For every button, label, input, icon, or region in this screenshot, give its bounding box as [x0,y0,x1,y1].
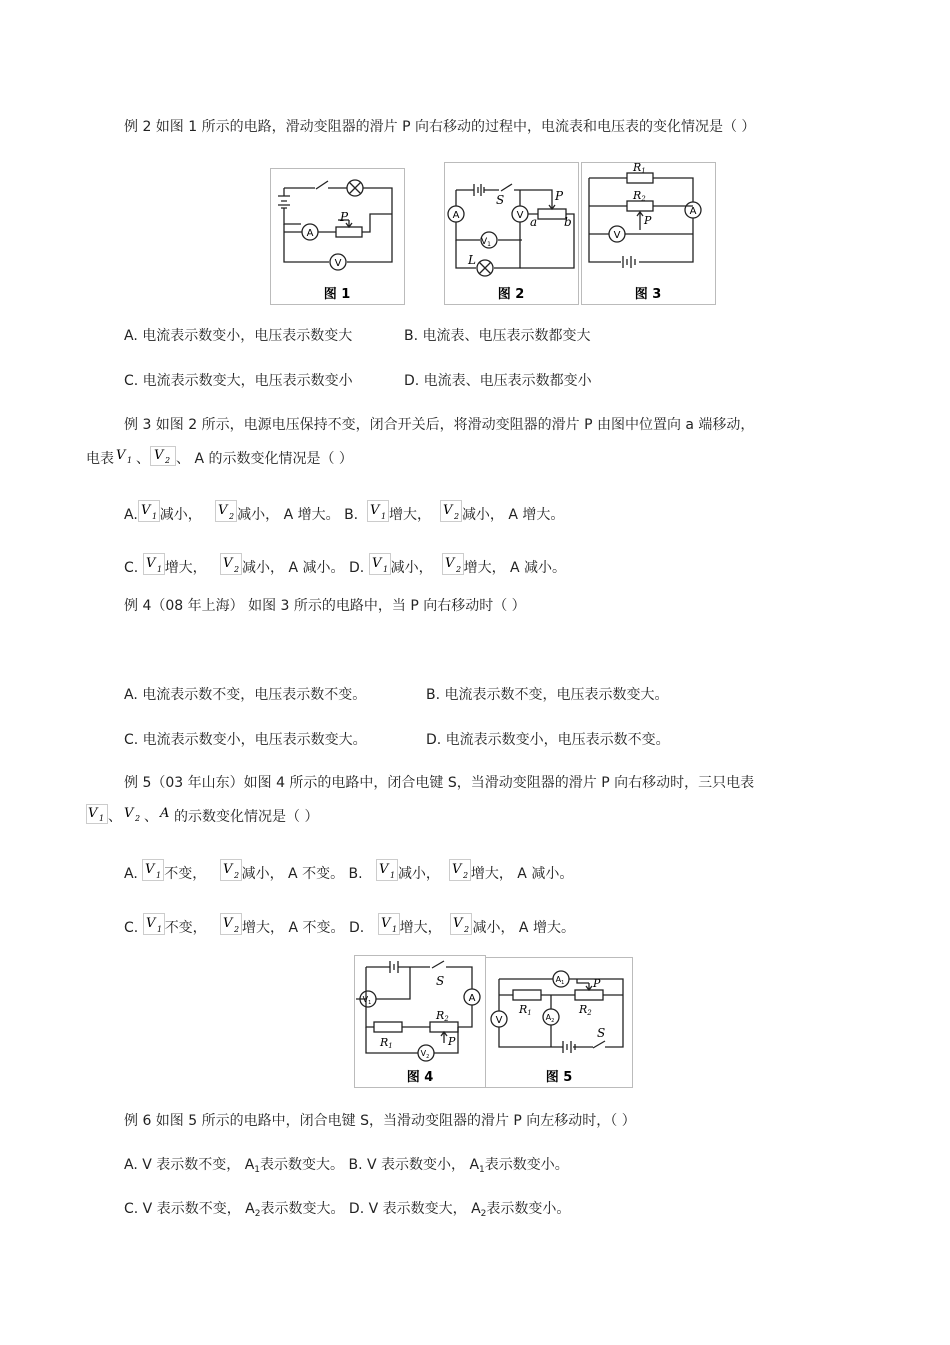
svg-text:V: V [88,806,98,821]
ex3-question-line1: 例 3 如图 2 所示，电源电压保持不变，闭合开关后，将滑动变阻器的滑片 P 由图中位置向 a 端移动， [124,417,755,433]
ex5-options-cd: C. V 1 不变， V 2 增大， A 不变。 D. V 1 增大， V 2 减小， A 增大。 [124,910,575,938]
svg-text:2: 2 [455,565,461,574]
v2-meter-icon [150,446,176,466]
svg-text:2: 2 [234,565,240,574]
svg-text:V: V [116,448,126,463]
svg-text:2: 2 [165,456,171,465]
svg-text:1: 1 [156,925,162,934]
figure-1-caption: 图 1 [323,287,351,302]
v1-meter-icon [378,913,400,935]
voltmeter-1-label: $V_1$ [481,237,491,248]
svg-text:V: V [223,916,233,931]
voltmeter-1-label: $V_1$ [362,995,372,1006]
ammeter-label: A [306,228,314,239]
v1-meter-icon [367,500,389,522]
svg-text:V: V [145,862,155,877]
v2-meter-icon [450,913,472,935]
svg-text:V: V [442,503,453,518]
figure-4-caption: 图 4 [406,1070,434,1085]
end-a-label: a [530,215,538,229]
ammeter-1-label: $A_1$ [555,975,565,986]
slider-label: P [340,210,349,224]
v1-meter-icon [143,553,165,575]
ex3-options-cd: C. V 1 增大， V 2 减小， A 减小。 D. V 1 减小， V 2 增大， A 减小。 [124,550,566,578]
figure-3 [581,162,716,305]
svg-text:1: 1 [389,871,396,880]
svg-text:V: V [451,862,462,877]
ex4-question: 例 4（08 年上海） 如图 3 所示的电路中，当 P 向右移动时（ ） [124,598,526,614]
figure-1 [270,168,405,305]
svg-text:1: 1 [156,871,162,880]
v1-meter-icon [138,500,160,522]
r1-label: R1 [633,162,646,175]
ex2-option-d: D. 电流表、电压表示数都变小 [404,373,592,389]
ex4-option-b: B. 电流表示数不变，电压表示数变大。 [426,687,669,703]
svg-text:V: V [140,503,151,518]
svg-text:2: 2 [453,512,460,521]
svg-text:1: 1 [99,814,105,823]
ex3-question-line2: 电表 V 1 、 V 2 、 A 的示数变化情况是（ ） [86,448,353,467]
svg-text:2: 2 [233,871,239,880]
voltmeter-2-label: $V_2$ [420,1049,430,1060]
svg-text:V: V [223,556,233,571]
svg-text:V: V [378,862,389,877]
ex5-question-line1: 例 5（03 年山东）如图 4 所示的电路中，闭合电键 S，当滑动变阻器的滑片 P 向右移动时，三只电表 [124,775,755,791]
svg-text:V: V [222,862,232,877]
v1-meter-icon [86,804,108,824]
svg-text:1: 1 [381,512,387,521]
slider-label: P [593,977,601,990]
ex3-options-ab: A. V 1 减小， V 2 减小， A 增大。 B. V 1 增大， V 2 减小， A 增大。 [124,497,564,525]
voltmeter-label: V [334,258,342,269]
v1-meter-icon [376,859,398,881]
svg-text:V: V [380,916,390,931]
ex2-question: 例 2 如图 1 所示的电路，滑动变阻器的滑片 P 向右移动的过程中，电流表和电压表的变化情况是（ ） [124,119,756,135]
svg-text:1: 1 [151,512,157,521]
v1-meter-icon [369,553,391,575]
svg-text:V: V [371,556,382,571]
v2-meter-icon [220,859,242,881]
v2-meter-icon [220,913,242,935]
ammeter-label: A [452,210,460,221]
svg-text:2: 2 [464,925,470,934]
figure-5-caption: 图 5 [545,1070,573,1085]
ex6-question: 例 6 如图 5 所示的电路中，闭合电键 S，当滑动变阻器的滑片 P 向左移动时，（ ） [124,1113,636,1129]
voltmeter-label: V [516,210,524,221]
svg-text:V: V [145,916,156,931]
switch-label: S [436,974,445,988]
v2-meter-icon [442,553,464,575]
ex4-option-a: A. 电流表示数不变，电压表示数不变。 [124,687,367,703]
svg-text:A: A [160,806,170,821]
svg-text:2: 2 [462,871,468,880]
ex6-options-cd: C. V 表示数不变， $A_2$表示数变大。 D. V 表示数变大， $A_2$表示数变小。 [124,1201,571,1219]
r1-label: R1 [519,1003,532,1017]
svg-text:2: 2 [135,814,141,823]
end-b-label: b [564,215,572,229]
svg-text:V: V [453,916,463,931]
r1-label: R1 [380,1036,393,1050]
slider-label: P [644,214,652,227]
r2-label: R2 [436,1009,449,1023]
switch-label: S [597,1026,606,1040]
voltmeter-label: V [495,1015,503,1026]
figure-2 [444,162,579,305]
figure-5 [485,957,633,1088]
figure-4 [354,955,486,1088]
slider-label: P [555,189,564,203]
v2-meter-icon [122,804,144,824]
svg-text:V: V [124,806,134,821]
svg-text:V: V [370,503,380,518]
ammeter-icon [158,804,174,824]
figure-2-caption: 图 2 [497,287,525,302]
v1-meter-icon [114,446,136,466]
v2-meter-icon [220,553,242,575]
ex4-option-c: C. 电流表示数变小，电压表示数变大。 [124,732,367,748]
v2-meter-icon [215,500,237,522]
v1-meter-icon [143,913,165,935]
ex2-option-b: B. 电流表、电压表示数都变大 [404,328,591,344]
ex2-option-a: A. 电流表示数变小，电压表示数变大 [124,328,353,344]
ex2-option-c: C. 电流表示数变大，电压表示数变小 [124,373,353,389]
voltmeter-label: V [613,230,621,241]
svg-text:2: 2 [229,512,235,521]
r2-label: R2 [633,189,646,203]
switch-label: S [496,193,505,207]
r2-label: R2 [579,1003,592,1017]
ex6-options-ab: A. V 表示数不变， $A_1$表示数变大。 B. V 表示数变小， $A_1$表示数变小。 [124,1157,569,1175]
v2-meter-icon [449,859,471,881]
svg-text:V: V [154,448,164,463]
figure-3-caption: 图 3 [634,287,662,302]
svg-text:1: 1 [382,565,388,574]
svg-text:V: V [145,556,156,571]
svg-text:1: 1 [156,565,162,574]
ammeter-label: A [468,993,476,1004]
svg-text:2: 2 [234,925,240,934]
lamp-label: L [468,253,476,267]
svg-text:V: V [218,503,228,518]
ex5-question-line2: V 1 、 V 2 、 A 的示数变化情况是（ ） [88,806,319,825]
v2-meter-icon [440,500,462,522]
ex4-option-d: D. 电流表示数变小，电压表示数不变。 [426,732,670,748]
svg-text:V: V [444,556,454,571]
svg-text:1: 1 [127,456,133,465]
ammeter-2-label: $A_2$ [545,1013,555,1024]
slider-label: P [448,1035,456,1048]
svg-text:1: 1 [391,925,397,934]
v1-meter-icon [142,859,164,881]
ex5-options-ab: A. V 1 不变， V 2 减小， A 不变。 B. V 1 减小， V 2 增大， A 减小。 [124,856,573,884]
ammeter-label: A [689,206,697,217]
